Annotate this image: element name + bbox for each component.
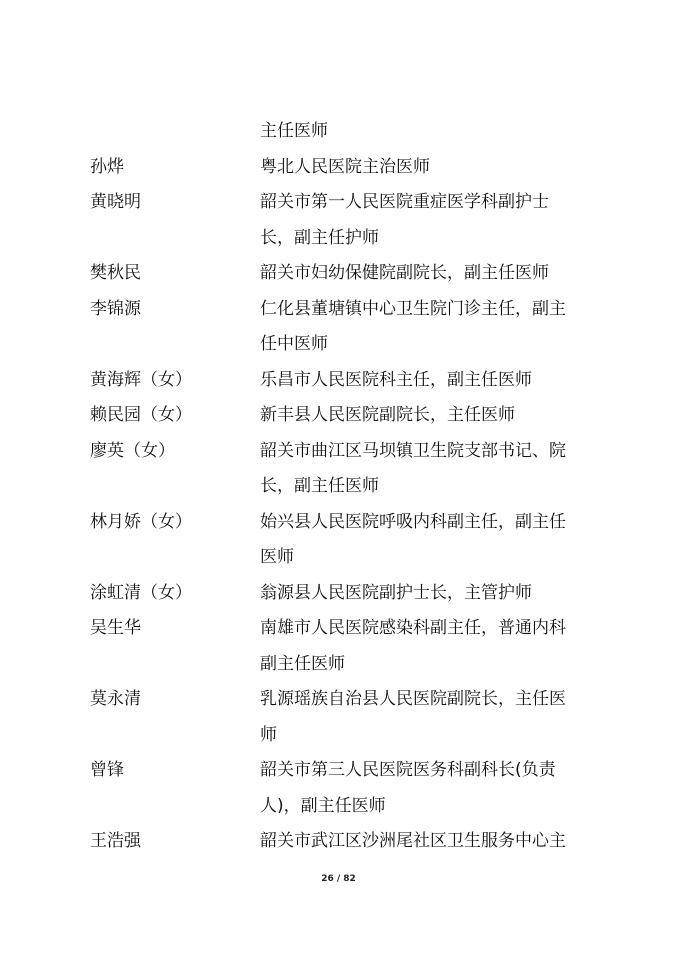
person-name: 李锦源 [90,298,141,319]
list-item [0,824,677,860]
list-item [0,611,677,647]
position-description: 始兴县人民医院呼吸内科副主任，副主任 [260,511,566,532]
list-item [0,718,677,754]
person-name: 孙烨 [90,156,124,177]
list-item [0,647,677,683]
position-description: 仁化县董塘镇中心卫生院门诊主任，副主 [260,298,566,319]
position-description: 新丰县人民医院副院长，主任医师 [260,405,515,425]
page-number: 26 / 82 [321,874,356,884]
position-description: 人)，副主任医师 [260,795,386,816]
list-item [0,434,677,470]
person-name: 王浩强 [90,831,141,851]
list-item [0,682,677,718]
personnel-list [0,114,677,860]
person-name: 吴生华 [90,618,141,638]
list-item [0,505,677,541]
position-description: 副主任医师 [260,653,345,674]
position-description: 任中医师 [260,334,328,354]
position-description: 长，副主任医师 [260,476,379,496]
list-item [0,789,677,825]
list-item [0,221,677,257]
list-item [0,150,677,186]
list-item [0,114,677,150]
position-description: 韶关市曲江区马坝镇卫生院支部书记、院 [260,440,566,461]
list-item [0,469,677,505]
list-item [0,256,677,292]
position-description: 翁源县人民医院副护士长，主管护师 [260,582,532,603]
position-description: 韶关市第一人民医院重症医学科副护士 [260,192,549,212]
list-item [0,398,677,434]
list-item [0,363,677,399]
person-name: 樊秋民 [90,263,141,283]
position-description: 韶关市第三人民医院医务科副科长(负责 [260,760,556,780]
person-name: 涂虹清（女） [90,582,192,603]
person-name: 莫永清 [90,689,141,709]
position-description: 医师 [260,547,294,567]
person-name: 黄晓明 [90,192,141,212]
position-description: 粤北人民医院主治医师 [260,156,430,177]
list-item [0,185,677,221]
person-name: 黄海辉（女） [90,369,192,390]
person-name: 赖民园（女） [90,405,192,425]
position-description: 长，副主任护师 [260,227,379,248]
list-item [0,576,677,612]
position-description: 韶关市武江区沙洲尾社区卫生服务中心主 [260,831,566,851]
person-name: 曾锋 [90,760,124,780]
position-description: 乳源瑶族自治县人民医院副院长，主任医 [260,689,566,709]
position-description: 南雄市人民医院感染科副主任，普通内科 [260,618,566,638]
person-name: 林月娇（女） [90,511,192,532]
position-description: 师 [260,724,277,745]
person-name: 廖英（女） [90,440,175,461]
list-item [0,540,677,576]
position-description: 韶关市妇幼保健院副院长，副主任医师 [260,263,549,283]
list-item [0,292,677,328]
position-description: 乐昌市人民医院科主任，副主任医师 [260,369,532,390]
list-item [0,753,677,789]
position-description: 主任医师 [260,121,328,141]
list-item [0,327,677,363]
